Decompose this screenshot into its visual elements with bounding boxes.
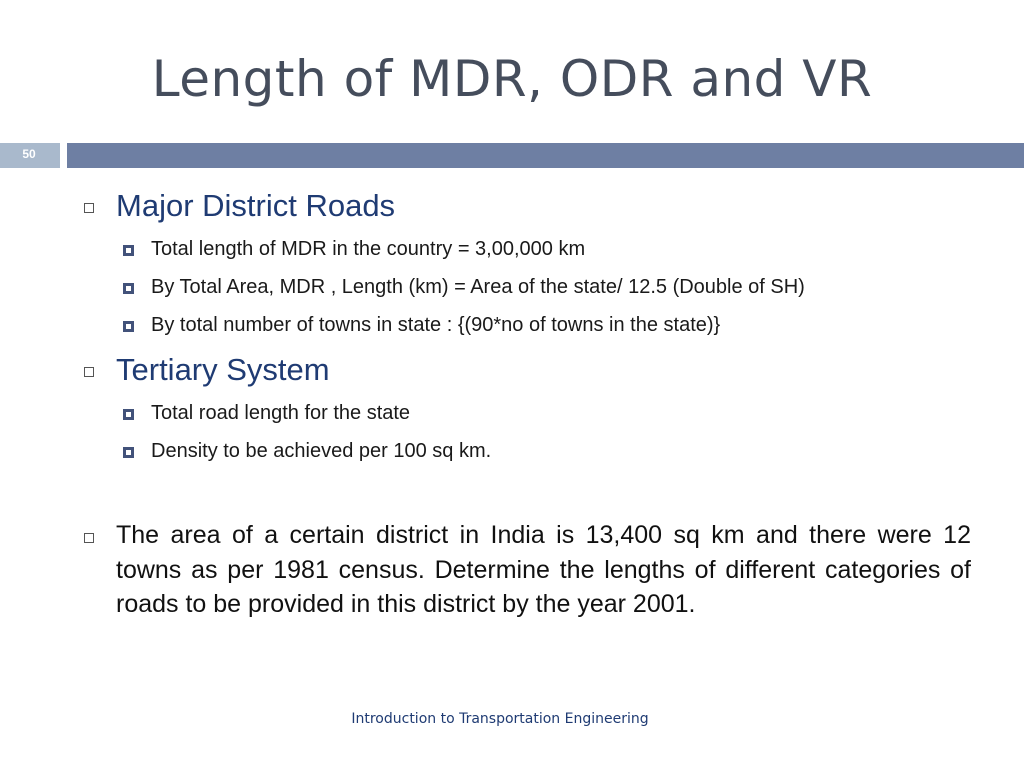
- list-item: Density to be achieved per 100 sq km.: [151, 440, 492, 462]
- slide-number: 50: [22, 147, 36, 161]
- square-bullet-icon: [84, 533, 94, 543]
- filled-square-bullet-icon: [123, 447, 134, 458]
- filled-square-bullet-icon: [123, 321, 134, 332]
- square-bullet-icon: [84, 203, 94, 213]
- filled-square-bullet-icon: [123, 245, 134, 256]
- square-bullet-icon: [84, 367, 94, 377]
- list-item: By total number of towns in state : {(90*no of towns in the state)}: [151, 314, 721, 336]
- list-item: Total road length for the state: [151, 402, 411, 424]
- list-item: Total length of MDR in the country = 3,00,000 km: [151, 238, 586, 260]
- filled-square-bullet-icon: [123, 409, 134, 420]
- list-item: By Total Area, MDR , Length (km) = Area of the state/ 12.5 (Double of SH): [151, 276, 805, 298]
- section-heading-tertiary-system: Tertiary System: [116, 352, 330, 387]
- filled-square-bullet-icon: [123, 283, 134, 294]
- problem-statement: The area of a certain district in India is 13,400 sq km and there were 12 towns as per 1981 census. Determine the lengths of different categories of roads to be provided in this district by the year 2001.: [116, 521, 971, 618]
- slide-title: Length of MDR, ODR and VR: [151, 50, 873, 108]
- header-band: [67, 143, 1024, 168]
- footer-text: Introduction to Transportation Engineering: [351, 711, 649, 727]
- section-heading-major-district-roads: Major District Roads: [116, 188, 396, 223]
